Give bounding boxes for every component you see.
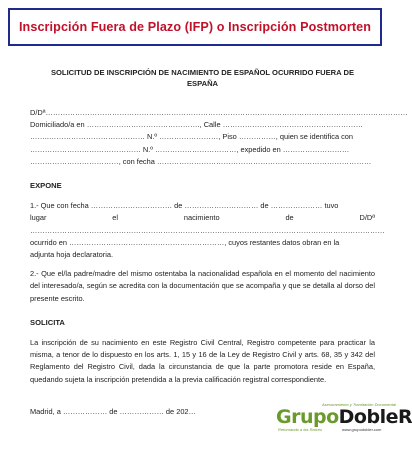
logo-tagline-services: Asesoramiento y Tramitación Documental — [322, 402, 396, 407]
logo-wordmark — [276, 406, 412, 428]
logo-tagline-roots: Retornando a las Raíces — [278, 427, 323, 432]
solicita-text: La inscripción de su nacimiento en este Registro Civil Central, Registro competente para practicar la misma, a tenor de lo dispuesto en los arts. 1, 15 y 16 de la Ley de Registro Civil y arts. 68, 35 y 342 del Reglamento del Registro Civil, dada la circunstancia de que la parte promotora reside en España, quedando sujeta la inscripción pretendida a la previa calificación registral correspondiente. — [30, 338, 375, 384]
expone-1-line-1: 1.- Que con fecha …………………………… de ………………………… de ………………… tuvo — [30, 201, 339, 211]
word-dd: D/Dª — [359, 213, 375, 223]
field-number-floor: ……..………………………………… N.º ……………………, Piso ……………, quien se identifica con — [30, 132, 354, 142]
field-name: D/Dª………………………………………………………………………………………………………………………………… — [30, 108, 408, 117]
document-banner — [8, 8, 382, 46]
expone-1-line-4: ocurrido en ………………………………………………………, cuyos restantes datos obran en la — [30, 237, 340, 247]
expone-point-2: 2.- Que el/la padre/madre del mismo ostentaba la nacionalidad española en el momento del nacimiento del interesado/a, según se acredita con la documentación que se acompaña y que se detalla al dorso del presente escrito. — [30, 269, 375, 303]
solicita-heading: SOLICITA — [30, 317, 65, 327]
expone-1-line-5: adjunta hoja declaratoria. — [30, 250, 113, 260]
word-de: de — [285, 213, 294, 223]
form-title-line-1: SOLICITUD DE INSCRIPCIÓN DE NACIMIENTO DE ESPAÑOL OCURRIDO FUERA DE — [50, 68, 355, 77]
field-issue-date: ………………………………, con fecha …………………………………………………………………………… — [30, 156, 372, 166]
form-title-line-2: ESPAÑA — [186, 78, 219, 88]
field-address: Domiciliado/a en ………………………………………., Calle ………………………………………………… — [30, 120, 364, 130]
expone-1-line-3: ……………………………………………………………………………………………………………………………… — [30, 225, 385, 235]
signature-date-line: Madrid, a ……………… de ……………… de 202… — [30, 406, 196, 416]
applicant-fields — [30, 107, 408, 168]
form-title — [30, 68, 375, 89]
logo-word-grupo: Grupo — [276, 406, 339, 428]
word-el: el — [112, 213, 119, 223]
logo-word-dobler: DobleR — [338, 406, 412, 428]
expone-heading: EXPONE — [30, 181, 62, 191]
expone-1-line-2 — [30, 212, 375, 224]
word-lugar: lugar — [30, 213, 47, 223]
logo-url: www.grupodobler.com — [342, 427, 382, 432]
expone-point-1 — [30, 200, 385, 261]
field-id-document: ……………………………………… N.º ……………………………, expedido en ……………………… — [30, 144, 350, 154]
banner-title: Inscripción Fuera de Plazo (IFP) o Inscripción Postmorten — [18, 20, 372, 34]
grupo-dobler-logo — [276, 402, 412, 436]
word-nacimiento: nacimiento — [183, 213, 220, 223]
